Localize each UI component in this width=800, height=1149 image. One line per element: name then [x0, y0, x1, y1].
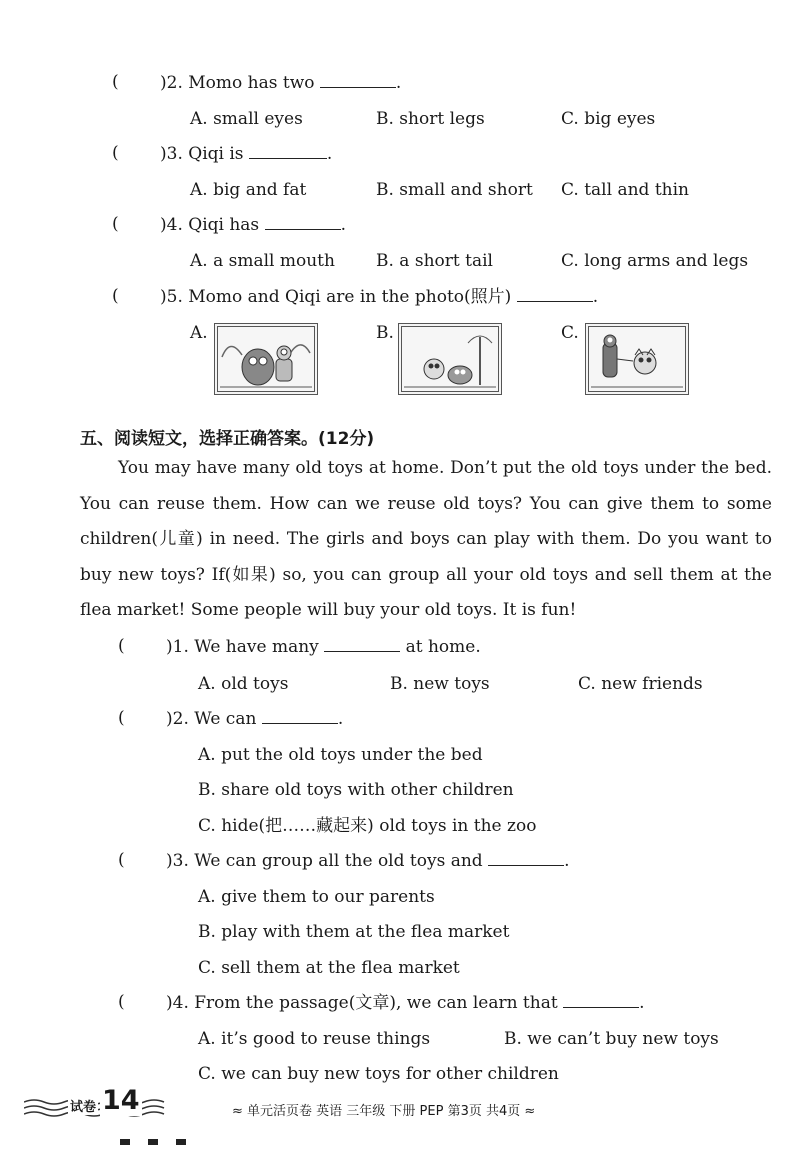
section-heading: 五、阅读短文，选择正确答案。(12分) [80, 429, 375, 449]
question-text: )1. We have many [166, 637, 319, 657]
question-text: )3. Qiqi is [160, 144, 244, 164]
option-b: B. small and short [376, 180, 533, 200]
option-b: B. we can’t buy new toys [504, 1029, 719, 1049]
option-a: A. give them to our parents [198, 887, 435, 907]
option-c: C. we can buy new toys for other children [198, 1064, 559, 1084]
option-c: C. big eyes [561, 109, 656, 129]
option-a: A. old toys [198, 674, 289, 694]
question-text: )2. We can [166, 709, 257, 729]
answer-blank[interactable] [517, 301, 593, 302]
answer-blank[interactable] [249, 158, 327, 159]
answer-paren-open: ( [112, 72, 119, 92]
picture-option-a [214, 323, 318, 395]
question-text: )4. From the passage(文章), we can learn that [166, 993, 558, 1013]
question-5 [160, 286, 598, 308]
question-end: at home. [405, 637, 481, 657]
question-end: . [639, 993, 645, 1013]
question-3 [166, 850, 570, 872]
monsters-picture-c [589, 327, 685, 391]
footer-info: ≈ 单元活页卷 英语 三年级 下册 PEP 第3页 共4页 ≈ [232, 1104, 536, 1119]
option-a: A. a small mouth [190, 251, 335, 271]
option-c: C. new friends [578, 674, 703, 694]
option-b-label: B. [376, 323, 394, 343]
question-4 [166, 992, 645, 1014]
question-end: . [395, 73, 402, 93]
option-c: C. sell them at the flea market [198, 958, 460, 978]
answer-blank[interactable] [324, 651, 400, 652]
answer-paren-open: ( [118, 850, 125, 870]
option-a: A. small eyes [190, 109, 303, 129]
answer-paren-open: ( [118, 992, 125, 1012]
picture-option-c [585, 323, 689, 395]
option-c: C. long arms and legs [561, 251, 749, 271]
option-c: C. hide(把……藏起来) old toys in the zoo [198, 816, 537, 836]
question-end: . [564, 851, 570, 871]
question-end: . [592, 287, 599, 307]
option-a: A. it’s good to reuse things [198, 1029, 431, 1049]
monsters-picture-b [402, 327, 498, 391]
question-text: )2. Momo has two [160, 73, 315, 93]
question-text: )5. Momo and Qiqi are in the photo(照片) [160, 287, 512, 307]
question-2 [166, 708, 343, 730]
footer-mark [176, 1139, 186, 1145]
option-a: A. big and fat [190, 180, 307, 200]
answer-paren-open: ( [112, 143, 119, 163]
question-4 [160, 214, 346, 236]
picture-option-b [398, 323, 502, 395]
question-text: )3. We can group all the old toys and [166, 851, 483, 871]
answer-blank[interactable] [265, 229, 341, 230]
question-end: . [326, 144, 333, 164]
option-b: B. short legs [376, 109, 485, 129]
option-b: B. new toys [390, 674, 490, 694]
option-a: A. put the old toys under the bed [198, 745, 483, 765]
answer-blank[interactable] [262, 723, 338, 724]
answer-paren-open: ( [118, 708, 125, 728]
option-b: B. a short tail [376, 251, 493, 271]
answer-paren-open: ( [112, 286, 119, 306]
answer-paren-open: ( [112, 214, 119, 234]
answer-blank[interactable] [563, 1007, 639, 1008]
answer-blank[interactable] [488, 865, 564, 866]
footer-mark [148, 1139, 158, 1145]
option-c-label: C. [561, 323, 579, 343]
footer-mark [120, 1139, 130, 1145]
option-a-label: A. [190, 323, 208, 343]
paper-number: 14 [102, 1085, 140, 1116]
question-end: . [337, 709, 344, 729]
question-1 [166, 636, 481, 658]
reading-passage: You may have many old toys at home. Don’t put the old toys under the bed. You can reuse them. How can we reuse old toys? You can give them to some children(儿童) in need. The girls and boys can play with them. Do you want to buy new toys? If(如果) so, you can group all your old toys and sell them at the flea market! Some people will buy your old toys. It is fun! [80, 458, 772, 620]
answer-blank[interactable] [320, 87, 396, 88]
paper-label: 试卷 [68, 1096, 98, 1115]
question-3 [160, 143, 332, 165]
option-c: C. tall and thin [561, 180, 689, 200]
monsters-picture-a [218, 327, 314, 391]
footer-wave-decoration [24, 1094, 174, 1120]
question-end: . [340, 215, 346, 235]
question-2 [160, 72, 401, 94]
option-b: B. play with them at the flea market [198, 922, 510, 942]
answer-paren-open: ( [118, 636, 125, 656]
option-b: B. share old toys with other children [198, 780, 514, 800]
question-text: )4. Qiqi has [160, 215, 260, 235]
